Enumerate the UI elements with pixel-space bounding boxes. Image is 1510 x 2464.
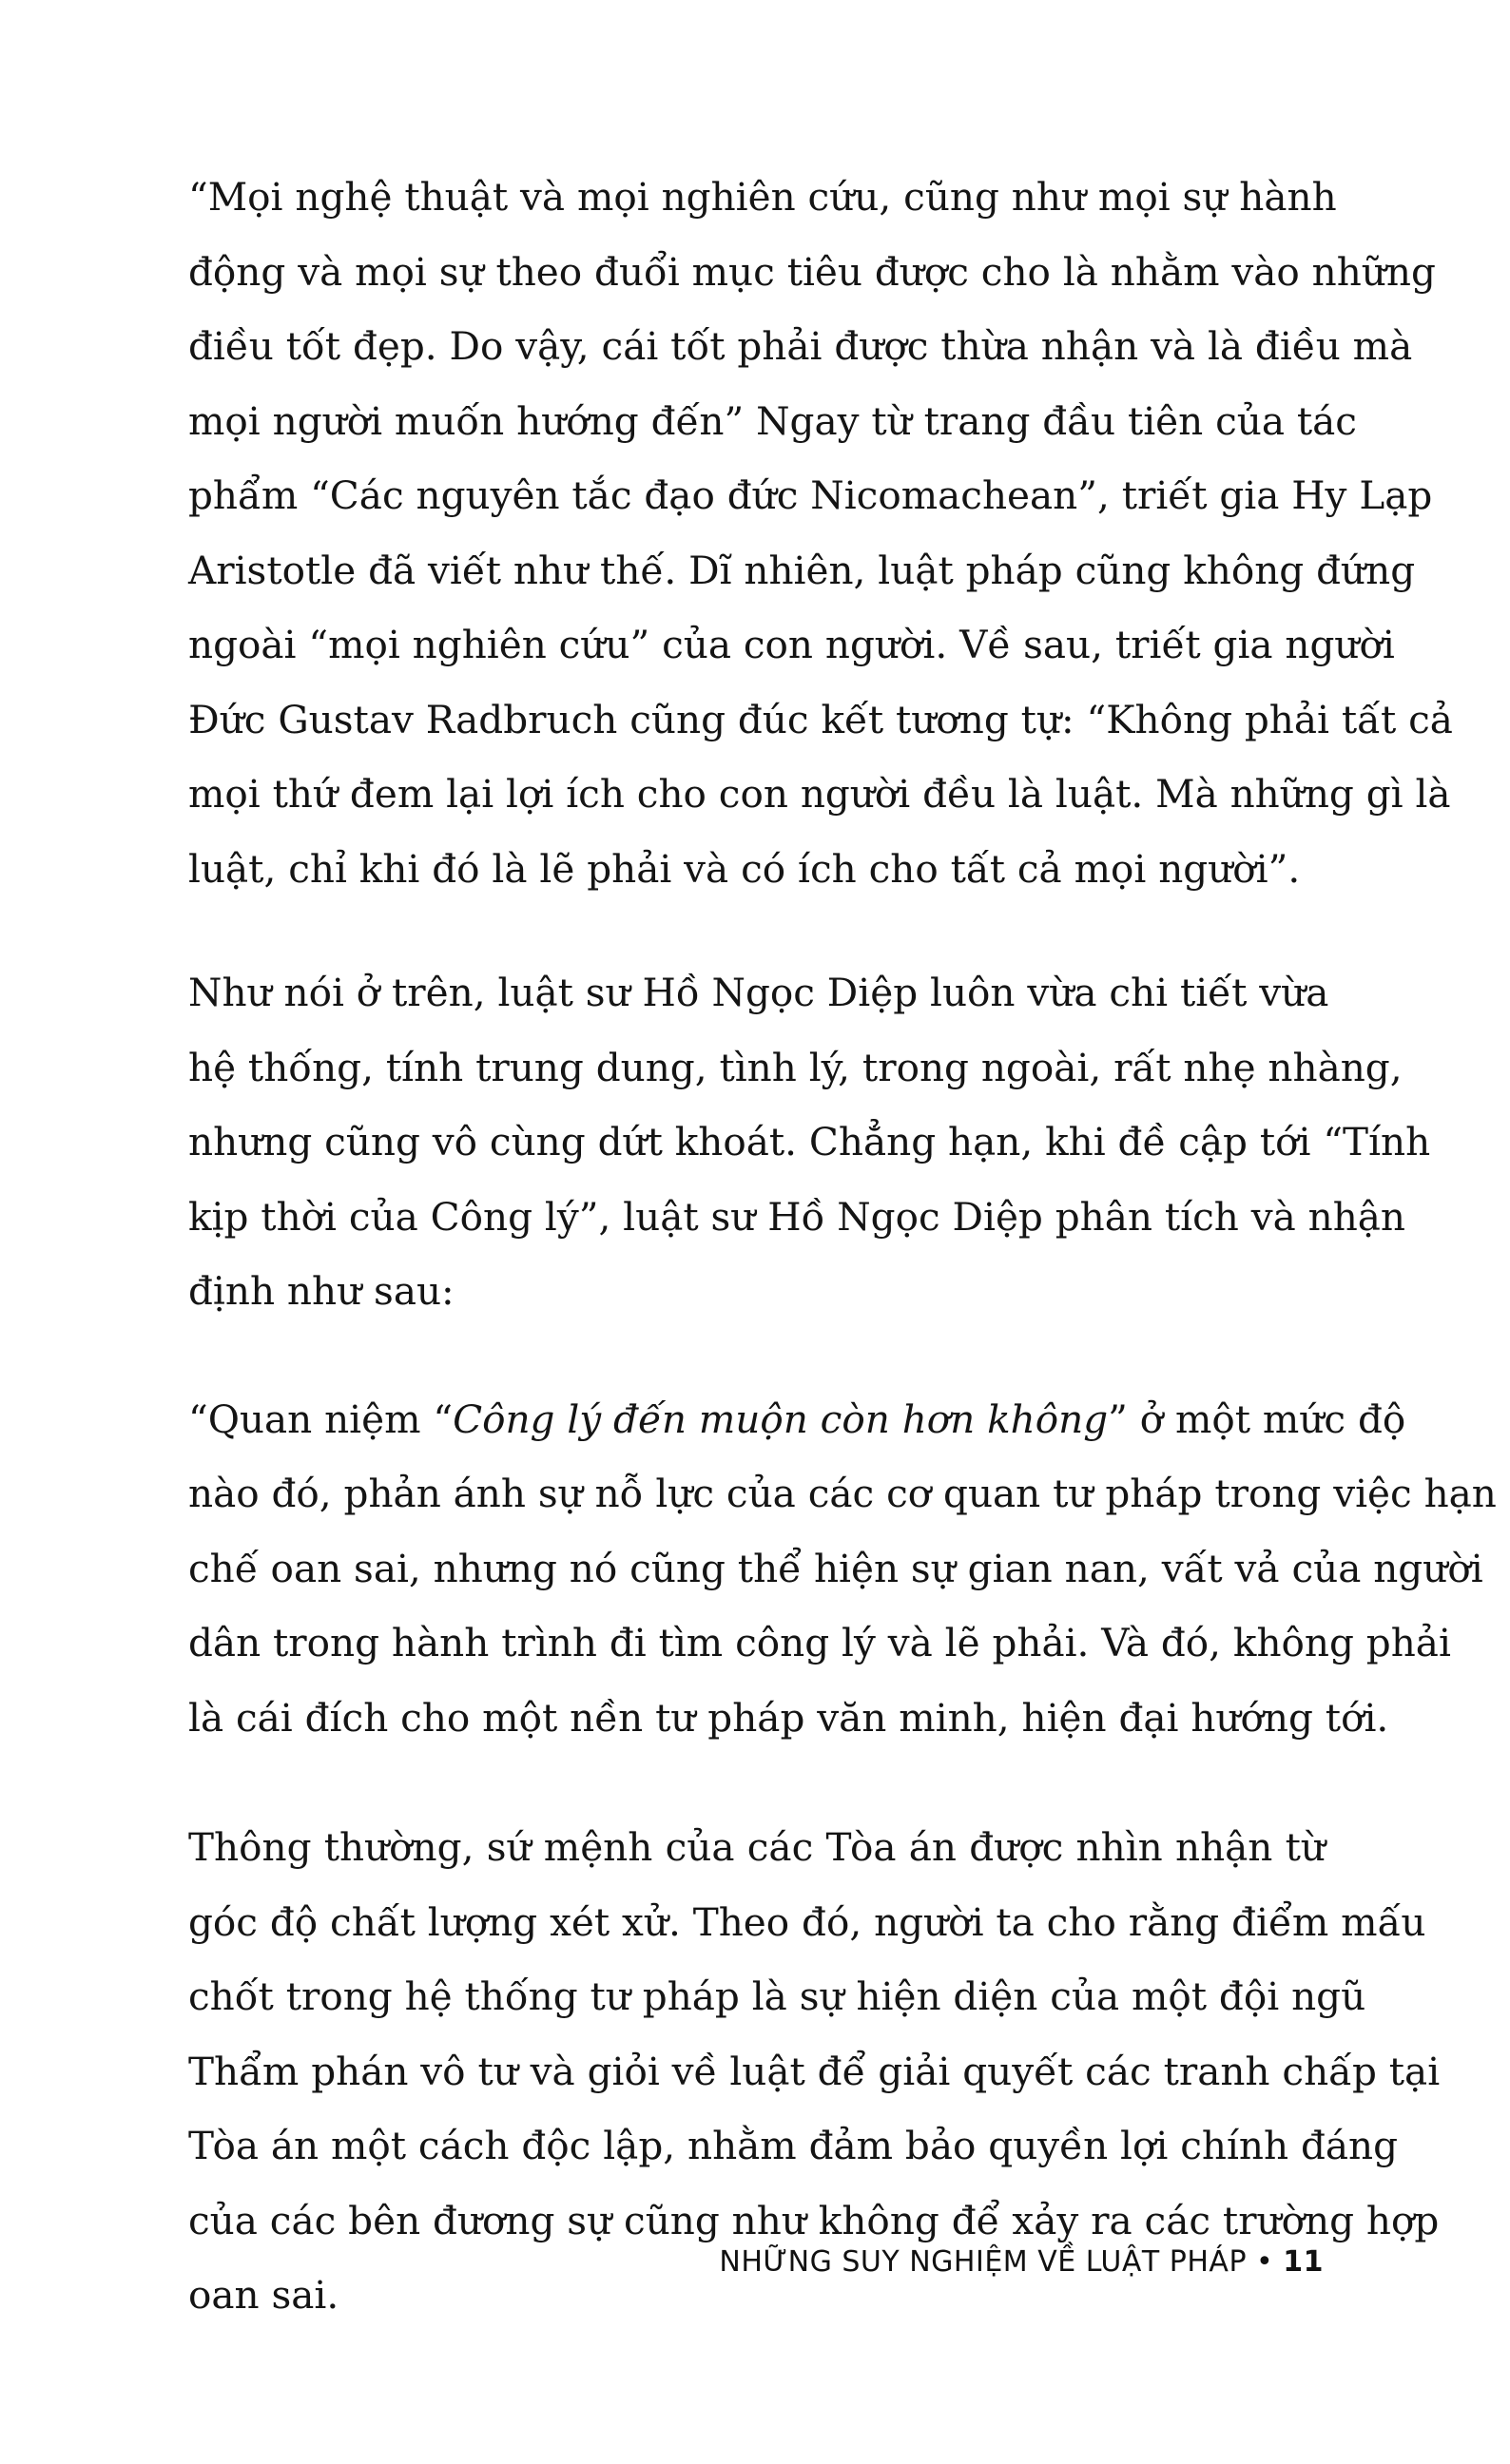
text-line: góc độ chất lượng xét xử. Theo đó, người ta cho rằng điểm mấu (188, 1898, 1426, 1945)
paragraph-quote (188, 1382, 1497, 1756)
text-line: nào đó, phản ánh sự nỗ lực của các cơ quan tư pháp trong việc hạn (188, 1471, 1497, 1516)
book-title: NHỮNG SUY NGHIỆM VỀ LUẬT PHÁP (719, 2245, 1248, 2279)
text-line: ngoài “mọi nghiên cứu” của con người. Về sau, triết gia người (188, 622, 1395, 667)
text-line: mọi người muốn hướng đến” Ngay từ trang đầu tiên của tác (188, 397, 1357, 444)
text-line: mọi thứ đem lại lợi ích cho con người đều là luật. Mà những gì là (188, 771, 1451, 817)
quote-italic: Công lý đến muộn còn hơn không (453, 1396, 1109, 1442)
text-line: oan sai. (188, 2272, 339, 2318)
text-line: Đức Gustav Radbruch cũng đúc kết tương tự: “Không phải tất cả (188, 696, 1453, 742)
text-line (188, 1382, 1406, 1457)
text-line: kịp thời của Công lý”, luật sư Hồ Ngọc Diệp phân tích và nhận (188, 1193, 1406, 1240)
text-line: của các bên đương sự cũng như không để xảy ra các trường hợp (188, 2197, 1440, 2243)
quote-open: “Quan niệm “ (188, 1396, 454, 1442)
text-line: chốt trong hệ thống tư pháp là sự hiện diện của một đội ngũ (188, 1973, 1366, 2019)
paragraph-aristotle (188, 160, 1453, 906)
text-line: động và mọi sự theo đuổi mục tiêu được cho là nhằm vào những (188, 248, 1436, 295)
text-line: hệ thống, tính trung dung, tình lý, trong ngoài, rất nhẹ nhàng, (188, 1044, 1403, 1090)
text-line: là cái đích cho một nền tư pháp văn minh, hiện đại hướng tới. (188, 1694, 1389, 1741)
text-line: “Mọi nghệ thuật và mọi nghiên cứu, cũng như mọi sự hành (188, 174, 1337, 220)
text-line: điều tốt đẹp. Do vậy, cái tốt phải được thừa nhận và là điều mà (188, 323, 1413, 369)
bullet-separator: • (1256, 2245, 1274, 2279)
text-line: Thẩm phán vô tư và giỏi về luật để giải quyết các tranh chấp tại (188, 2048, 1441, 2094)
text-line: Thông thường, sứ mệnh của các Tòa án được nhìn nhận từ (188, 1824, 1326, 1870)
text-line: luật, chỉ khi đó là lẽ phải và có ích cho tất cả mọi người”. (188, 845, 1301, 892)
text-line: dân trong hành trình đi tìm công lý và lẽ phải. Và đó, không phải (188, 1620, 1451, 1665)
text-line: định như sau: (188, 1268, 455, 1314)
page-body (188, 160, 1497, 2333)
running-footer (719, 2245, 1324, 2279)
paragraph-ho-ngoc-diep (188, 955, 1431, 1329)
text-line: Như nói ở trên, luật sư Hồ Ngọc Diệp luôn vừa chi tiết vừa (188, 970, 1329, 1015)
page-number: 11 (1283, 2245, 1324, 2279)
text-line: phẩm “Các nguyên tắc đạo đức Nicomachean”, triết gia Hy Lạp (188, 472, 1433, 518)
text-line: chế oan sai, nhưng nó cũng thể hiện sự gian nan, vất vả của người (188, 1545, 1483, 1591)
text-line: Aristotle đã viết như thế. Dĩ nhiên, luật pháp cũng không đứng (188, 547, 1416, 593)
text-line: Tòa án một cách độc lập, nhằm đảm bảo quyền lợi chính đáng (188, 2123, 1399, 2168)
text-line: nhưng cũng vô cùng dứt khoát. Chẳng hạn, khi đề cập tới “Tính (188, 1119, 1431, 1165)
quote-close: ” ở một mức độ (1108, 1396, 1406, 1442)
